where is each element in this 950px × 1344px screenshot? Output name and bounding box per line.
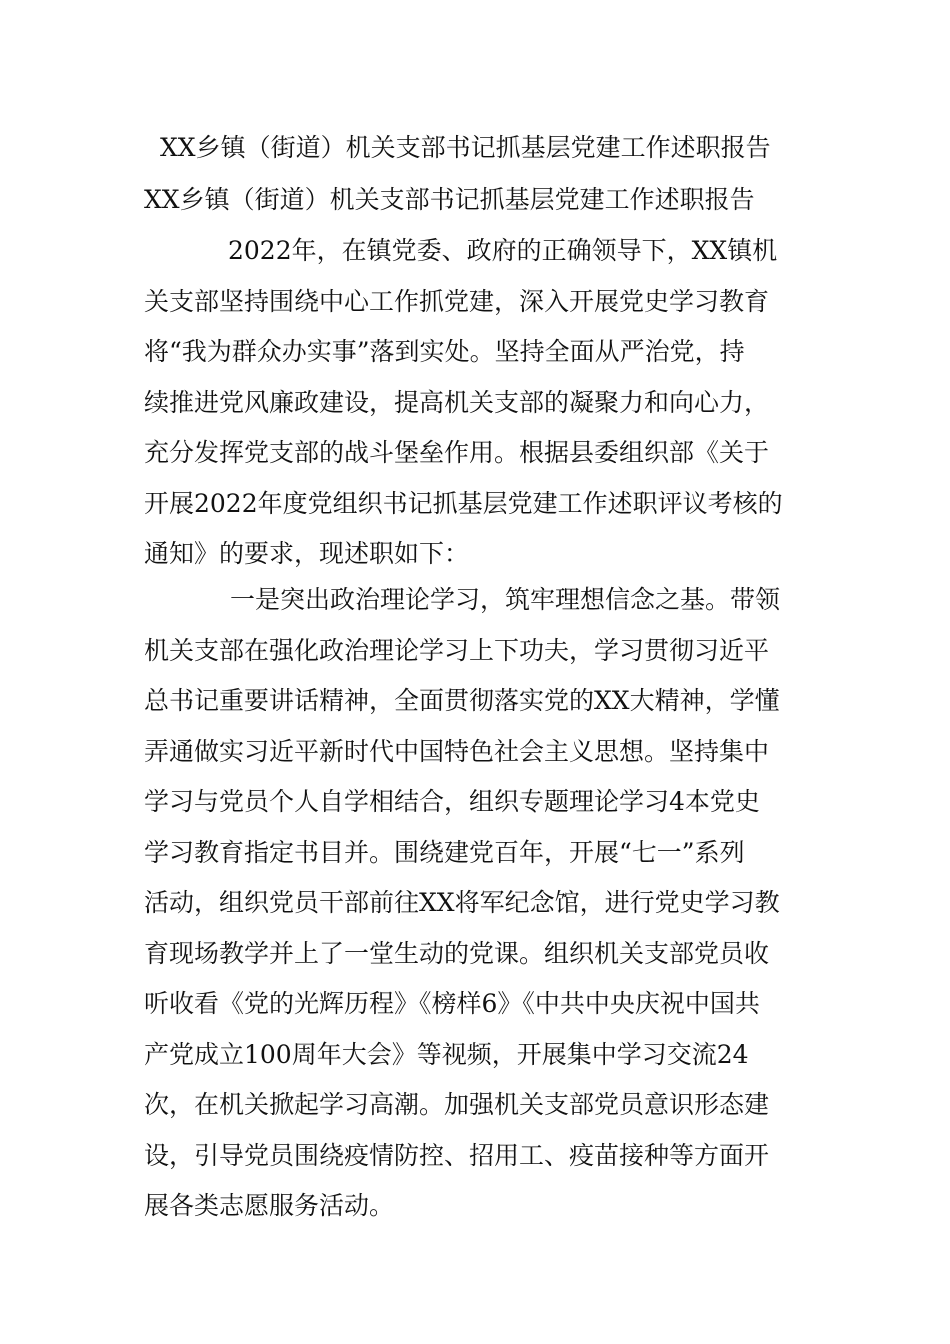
paragraph-intro bbox=[144, 226, 814, 580]
paragraph-line: 机关支部在强化政治理论学习上下功夫，学习贯彻习近平 bbox=[144, 635, 770, 665]
paragraph-line: 育现场教学并上了一堂生动的党课。组织机关支部党员收 bbox=[144, 938, 770, 968]
paragraph-line: 设，引导党员围绕疫情防控、招用工、疫苗接种等方面开 bbox=[144, 1140, 770, 1170]
paragraph-line: 学习教育指定书目并。围绕建党百年，开展“七一”系列 bbox=[144, 837, 745, 867]
paragraph-line: 关支部坚持围绕中心工作抓党建，深入开展党史学习教育 bbox=[144, 286, 770, 316]
paragraph-line: 产党成立100周年大会》等视频，开展集中学习交流24 bbox=[144, 1039, 749, 1069]
paragraph-line: 学习与党员个人自学相结合，组织专题理论学习4本党史 bbox=[144, 787, 760, 816]
paragraph-line: 开展2022年度党组织书记抓基层党建工作述职评议考核的 bbox=[144, 488, 783, 518]
paragraph-line: 将“我为群众办实事”落到实处。坚持全面从严治党，持 bbox=[144, 337, 745, 366]
paragraph-line: 弄通做实习近平新时代中国特色社会主义思想。坚持集中 bbox=[144, 736, 770, 766]
paragraph-line: 2022年，在镇党委、政府的正确领导下，XX镇机 bbox=[228, 236, 778, 265]
paragraph-line: 通知》的要求，现述职如下： bbox=[144, 539, 470, 568]
paragraph-line: 活动，组织党员干部前往XX将军纪念馆，进行党史学习教 bbox=[144, 888, 780, 917]
paragraph-line: 总书记重要讲话精神，全面贯彻落实党的XX大精神，学懂 bbox=[144, 686, 780, 715]
document-title: XX乡镇（街道）机关支部书记抓基层党建工作述职报告 bbox=[160, 133, 771, 162]
paragraph-line: 一是突出政治理论学习，筑牢理想信念之基。带领 bbox=[230, 585, 781, 614]
paragraph-line: 展各类志愿服务活动。 bbox=[144, 1191, 395, 1220]
paragraph-political-study bbox=[144, 575, 814, 1232]
document-title-repeat: XX乡镇（街道）机关支部书记抓基层党建工作述职报告 bbox=[144, 185, 755, 214]
paragraph-line: 次，在机关掀起学习高潮。加强机关支部党员意识形态建 bbox=[144, 1090, 770, 1119]
paragraph-line: 续推进党风廉政建设，提高机关支部的凝聚力和向心力， bbox=[144, 387, 770, 417]
paragraph-line: 充分发挥党支部的战斗堡垒作用。根据县委组织部《关于 bbox=[144, 438, 770, 467]
paragraph-line: 听收看《党的光辉历程》《榜样6》《中共中央庆祝中国共 bbox=[144, 989, 760, 1018]
